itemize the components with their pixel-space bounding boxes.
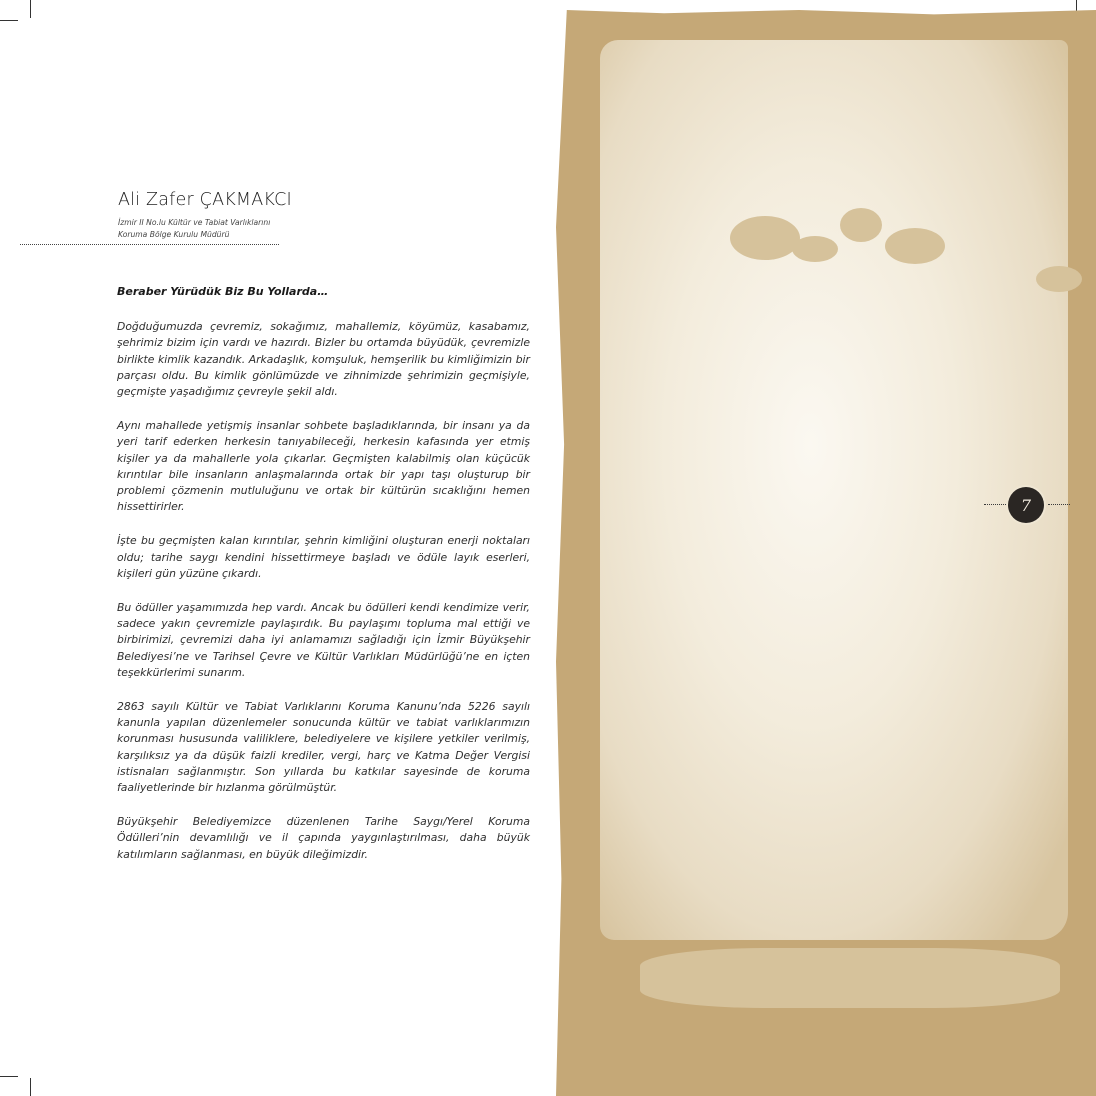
dotted-divider	[20, 244, 279, 245]
paragraph: Bu ödüller yaşamımızda hep vardı. Ancak bu ödülleri kendi kendimize verir, sadece yakın çevremizle paylaşırdık. Bu paylaşımı topluma mal ettiği ve birbirimizi, çevremizi daha iyi anlamamızı sağladığı için İzmir Büyükşehir Belediyesi’ne ve Tarihsel Çevre ve Kültür Varlıkları Müdürlüğü’ne en içten teşekkürlerimi sunarım.	[117, 601, 530, 679]
author-header	[118, 190, 292, 241]
paragraph: İşte bu geçmişten kalan kırıntılar, şehrin kimliğini oluşturan enerji noktaları oldu; tarihe saygı kendini hissettirmeye başladı ve ödüle layık eserleri, kişileri gün yüzüne çıkardı.	[117, 534, 530, 580]
page-number-marker	[984, 487, 1074, 523]
crop-mark-bottom-left-v	[30, 1078, 31, 1096]
paragraph: Aynı mahallede yetişmiş insanlar sohbete başladıklarında, bir insanı ya da yeri tarif ederken herkesin tanıyabileceği, herkesin kafasında yer etmiş kişiler ya da mahallerle yola çıkarlar. Geçmişten kalabilmiş olan küçücük kırıntılar bile insanların anlaşmalarında ortak bir yapı taşı oluşturup bir problemi çözmenin mutluluğunu ve ortak bir kültürün sıcaklığını hemen hissettirirler.	[117, 419, 530, 514]
texture-stain	[840, 208, 882, 242]
author-title-line1: İzmir II No.lu Kültür ve Tabiat Varlıklarını	[118, 218, 271, 227]
author-title-line2: Koruma Bölge Kurulu Müdürü	[118, 230, 230, 239]
article-body	[117, 284, 530, 881]
texture-stain	[1036, 266, 1082, 292]
paragraph: 2863 sayılı Kültür ve Tabiat Varlıklarını Koruma Kanunu’nda 5226 sayılı kanunla yapılan düzenlemeler sonucunda kültür ve tabiat varlıklarımızın korunması hususunda valiliklere, belediyelere ve kişilere yetkiler verilmiş, karşılıksız ya da düşük faizli krediler, vergi, harç ve Katma Değer Vergisi istisnaları sağlanmıştır. Son yıllarda bu katkılar sayesinde de koruma faaliyetlerinde bir hızlanma görülmüştür.	[117, 700, 530, 795]
crop-mark-top-left-v	[30, 0, 31, 18]
author-title	[118, 217, 292, 241]
crop-mark-bottom-left-h	[0, 1076, 18, 1077]
paragraph: Büyükşehir Belediyemizce düzenlenen Tarihe Saygı/Yerel Koruma Ödülleri’nin devamlılığı ve il çapında yaygınlaştırılması, daha büyük katılımların sağlanması, en büyük dileğimizdir.	[117, 815, 530, 861]
texture-stain	[730, 216, 800, 260]
texture-stain	[885, 228, 945, 264]
crop-mark-top-left-h	[0, 20, 18, 21]
author-name: Ali Zafer ÇAKMAKCI	[118, 190, 292, 210]
texture-stain	[792, 236, 838, 262]
dotted-leader-left	[984, 504, 1006, 505]
dotted-leader-right	[1048, 504, 1070, 505]
paragraph: Doğduğumuzda çevremiz, sokağımız, mahallemiz, köyümüz, kasabamız, şehrimiz bizim için vardı ve hazırdı. Bizler bu ortamda büyüdük, çevremizle birlikte kimlik kazandık. Arkadaşlık, komşuluk, hemşerilik bu kimliğimizin bir parçası oldu. Bu kimlik gönlümüzde ve zihnimizde şehrimizin geçmişiyle, geçmişte yaşadığımız çevreyle şekil aldı.	[117, 320, 530, 399]
page-number: 7	[1008, 487, 1044, 523]
texture-stain	[640, 948, 1060, 1008]
article-heading: Beraber Yürüdük Biz Bu Yollarda…	[117, 285, 329, 298]
